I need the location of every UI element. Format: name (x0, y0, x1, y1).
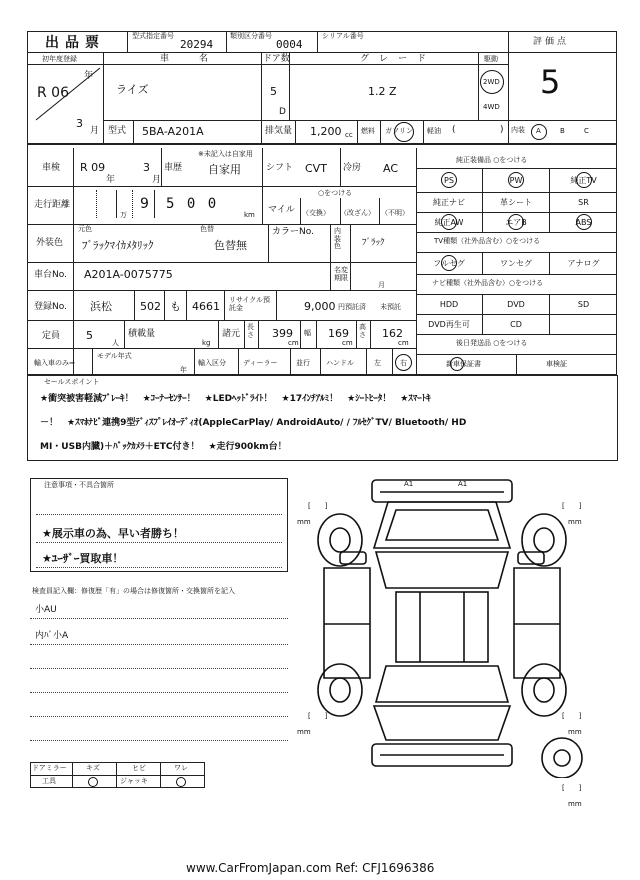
width-unit: cm (342, 339, 353, 347)
color-change-label: 色替 (200, 225, 214, 233)
shaken-year: R 09 (80, 161, 106, 174)
exterior-color: ﾌﾞﾗｯｸﾏｲｶﾒﾀﾘｯｸ (82, 239, 154, 252)
int-ext-label: 内装 (511, 126, 525, 134)
inspector-line-1: 小AU (35, 605, 57, 615)
ac: AC (383, 162, 399, 175)
width: 169 (328, 327, 349, 340)
navi-type-row-1 (416, 294, 617, 314)
fuel-paren-open: ( (452, 125, 456, 135)
equipment-option-row1-1[interactable] (483, 168, 550, 192)
navi-type-label: ナビ種類（社外品含む）○をつける (432, 279, 544, 287)
bracket-spare: [ ] (562, 784, 582, 792)
car-name: ライズ (116, 83, 149, 96)
right-label: 右 (400, 359, 407, 367)
parallel-label: 並行 (296, 359, 310, 367)
legend-tools-check[interactable] (88, 777, 98, 787)
selected-circle (441, 255, 457, 271)
equipment-option-navi1-2[interactable] (550, 294, 617, 314)
equipment-option-tv-1[interactable] (483, 252, 550, 274)
capacity-label: 定員 (42, 331, 61, 341)
drive-4wd: 4WD (483, 103, 500, 111)
reg-area: 浜松 (90, 300, 112, 313)
vin: A201A-0075775 (84, 268, 173, 281)
right-handle-circle[interactable] (395, 354, 412, 371)
vin-label: 車台No. (34, 270, 67, 280)
name-change-month: 月 (378, 281, 385, 289)
footer-reference: www.CarFromJapan.com Ref: CFJ1696386 (186, 861, 435, 875)
equipment-option-row2-2[interactable] (550, 192, 617, 212)
sales-point-line-2: －！ ★ｽﾏﾎﾅﾋﾞ連携9型ﾃﾞｨｽﾌﾟﾚｲｵｰﾃﾞｨｵ(AppleCarPlay/ AndroidAuto/ / ﾌﾙｾｸﾞTV/ Bluetooth/ HD (40, 418, 467, 428)
equipment-option-label: 純正ナビ (433, 197, 465, 207)
shaken-year-unit: 年 (106, 175, 116, 185)
type-no: 20294 (180, 38, 214, 51)
mileage-label: 走行距離 (34, 200, 71, 210)
unknown-label: （不明） (381, 209, 409, 217)
equipment-option-navi2-0[interactable] (416, 314, 483, 334)
equipment-option-label: PS (444, 175, 454, 185)
recycle-suffix: 円預託済 (338, 303, 366, 311)
handle-label: ハンドル (326, 359, 354, 367)
doors-sub: D (279, 107, 286, 117)
notes-label: 注意事項・不具合箇所 (44, 481, 114, 489)
recycle-amount: 9,000 (304, 300, 336, 313)
diagram-mark-2: A1 (458, 480, 468, 488)
dealer-label: ディーラー (243, 359, 278, 367)
equipment-option-label: DVD (507, 299, 525, 309)
selected-circle (576, 172, 592, 188)
mm-top-left: mm (297, 518, 311, 526)
legend-break: ワレ (174, 764, 188, 772)
fuel-paren-close: ) (500, 125, 504, 135)
shaken-label: 車検 (42, 163, 61, 173)
recycle-none: 未預託 (380, 303, 401, 311)
doc-shakensho: 車検証 (546, 360, 567, 368)
legend-crack: ヒビ (132, 764, 146, 772)
first-reg-year: R 06 (37, 85, 69, 101)
equipment-option-label: ABS (575, 217, 592, 227)
doors: 5 (270, 85, 277, 98)
equipment-option-label: 革シート (500, 197, 532, 207)
equipment-option-tv-2[interactable] (550, 252, 617, 274)
first-reg-month: 3 (76, 117, 83, 130)
equipment-option-label: SR (578, 197, 589, 207)
equipment-option-tv-0[interactable] (416, 252, 483, 274)
height: 162 (382, 327, 403, 340)
bracket-bottom-left: [ ] (308, 712, 328, 720)
height-unit: cm (398, 339, 409, 347)
model: 5BA-A201A (142, 125, 204, 138)
mm-bottom-right: mm (568, 728, 582, 736)
reg-class: 502 (140, 300, 161, 313)
selected-circle (576, 214, 592, 230)
notes-line-2: ★ﾕｰｻﾞｰ買取車！ (42, 552, 124, 565)
doc-new-car-warranty: 新車保証書 (446, 360, 481, 368)
equipment-option-label: CD (510, 319, 522, 329)
legend-jack: ジャッキ (120, 777, 148, 785)
equipment-option-label: エアB (505, 217, 527, 227)
rank-b: B (560, 127, 565, 135)
reg-no-label: 登録No. (34, 302, 67, 312)
load-label: 積載量 (128, 329, 156, 339)
bracket-top-right: [ ] (562, 502, 582, 510)
reg-number: 4661 (192, 300, 220, 313)
legend-jack-check[interactable] (176, 777, 186, 787)
width-label: 幅 (304, 329, 311, 337)
inspector-label: 検査員記入欄：修復歴「有」の場合は修復箇所・交換箇所を記入 (32, 587, 235, 595)
sales-point-line-3: MI・USB内臓)＋ﾊﾞｯｸｶﾒﾗ＋ETC付き！ ★走行900km台！ (40, 442, 287, 452)
std-equipment-row-3 (416, 212, 617, 232)
grade-score-label: 評価点 (533, 37, 570, 47)
sheet-title: 出品票 (45, 35, 105, 51)
length-unit: cm (288, 339, 299, 347)
equipment-option-label: 純正TV (570, 175, 597, 185)
drive-label: 駆動 (484, 55, 498, 63)
std-equipment-row-2 (416, 192, 617, 212)
tamper-label: （改ざん） (340, 209, 375, 217)
length: 399 (272, 327, 293, 340)
shaken-month: 3 (143, 161, 150, 174)
equipment-option-label: SD (577, 299, 590, 309)
grade-name: 1.2 Z (368, 85, 397, 98)
equipment-option-label: 純正AW (434, 217, 464, 227)
bracket-bottom-right: [ ] (562, 712, 582, 720)
km-unit: km (244, 211, 255, 219)
exterior-label: 外装色 (36, 238, 64, 248)
year-unit: 年 (84, 71, 94, 81)
equipment-option-label: フルセグ (433, 258, 465, 268)
fuel-gas-circle[interactable] (394, 122, 414, 142)
reg-kana: も (170, 300, 181, 313)
equipment-option-row3-1[interactable] (483, 212, 550, 232)
fuel-label: 燃料 (361, 127, 375, 135)
equipment-option-label: ワンセグ (500, 258, 532, 268)
equipment-option-row1-0[interactable] (416, 168, 483, 192)
equipment-option-label: アナログ (567, 258, 600, 268)
notes-line-1: ★展示車の為、早い者勝ち！ (42, 527, 184, 540)
grade-col-label: グレード (360, 54, 437, 64)
shift: CVT (305, 162, 327, 175)
ac-label: 冷房 (343, 163, 362, 173)
grade-score: 5 (540, 63, 561, 101)
color-change: 色替無 (214, 239, 247, 252)
circle-hint-mile: ○をつける (318, 189, 353, 197)
import-type-label: 輸入区分 (198, 359, 226, 367)
bracket-top-left: [ ] (308, 502, 328, 510)
history: 自家用 (208, 163, 241, 176)
left-label: 左 (374, 359, 381, 367)
std-equipment-label: 純正装備品 ○をつける (456, 156, 528, 164)
class-no-label: 類別区分番号 (230, 32, 272, 40)
rank-c: C (584, 127, 589, 135)
equipment-option-label: PW (509, 175, 523, 185)
equipment-option-navi2-2[interactable] (550, 314, 617, 334)
displacement: 1,200 (310, 125, 342, 138)
import-label: 輸入車のみ⇒ (34, 359, 75, 367)
inspector-line-2: 内ﾊﾞ小A (35, 631, 69, 641)
color-no-label: カラーNo. (272, 227, 314, 237)
model-year-unit: 年 (180, 366, 187, 374)
sales-point-line-1: ★衝突被害軽減ﾌﾞﾚｰｷ！ ★ｺｰﾅｰｾﾝｻｰ！ ★LEDﾍｯﾄﾞﾗｲﾄ！ ★17ｲﾝﾁｱﾙﾐ！ ★ｼｰﾄﾋｰﾀ！ ★ｽﾏｰﾄｷ (40, 394, 431, 404)
equipment-option-navi1-1[interactable] (483, 294, 550, 314)
model-label: 型式 (108, 126, 127, 136)
mileage-rest: 5 0 0 (166, 196, 219, 212)
man-unit: 万 (120, 211, 127, 219)
height-label: 高さ (359, 323, 366, 339)
rank-a: A (536, 127, 541, 135)
shift-label: シフト (266, 163, 294, 173)
month-unit: 月 (90, 126, 100, 136)
doc-warranty-circle[interactable] (450, 357, 464, 371)
equipment-option-label: DVD再生可 (428, 319, 470, 329)
drive-2wd: 2WD (483, 78, 500, 86)
history-label: 車歴 (164, 163, 183, 173)
equipment-option-row3-0[interactable] (416, 212, 483, 232)
tv-type-label: TV種類（社外品含む）○をつける (434, 237, 541, 245)
cc-unit: cc (345, 131, 353, 139)
selected-circle (441, 214, 457, 230)
equipment-option-navi2-1[interactable] (483, 314, 550, 334)
history-note: ※未記入は自家用 (198, 150, 253, 158)
selected-circle (508, 172, 524, 188)
mm-spare: mm (568, 800, 582, 808)
car-name-label: 車名 (160, 54, 239, 64)
person-unit: 人 (112, 339, 119, 347)
displacement-label: 排気量 (265, 126, 293, 136)
kg-unit: kg (202, 339, 211, 347)
first-reg-label: 初年度登録 (42, 55, 77, 63)
length-label: 長さ (247, 323, 254, 339)
class-no: 0004 (276, 38, 303, 51)
equipment-option-navi1-0[interactable] (416, 294, 483, 314)
interior-color: ﾌﾞﾗｯｸ (362, 238, 385, 248)
selected-circle (508, 214, 524, 230)
legend-scratch: キズ (86, 764, 100, 772)
mileage-man: 9 (140, 196, 149, 212)
mm-top-right: mm (568, 518, 582, 526)
doors-label: ドア数 (263, 54, 290, 64)
std-equipment-row-1 (416, 168, 617, 192)
equipment-option-label: HDD (439, 299, 459, 309)
car-damage-diagram (300, 478, 600, 778)
fuel-diesel: 軽油 (427, 127, 441, 135)
recycle-label: リサイクル預託金 (229, 296, 271, 313)
serial-label: シリアル番号 (322, 32, 364, 40)
orig-color-label: 元色 (78, 225, 92, 233)
exchange-label: （交換） (302, 209, 330, 217)
legend-tools: 工具 (42, 777, 56, 785)
diagram-mark-1: A1 (404, 480, 414, 488)
first-reg-slash (30, 66, 106, 122)
dims-label: 諸元 (222, 329, 241, 339)
mm-bottom-left: mm (297, 728, 311, 736)
legend-door-mirror: ドアミラー (32, 764, 67, 772)
docs-label: 後日発送品 ○をつける (456, 339, 528, 347)
sales-point-label: セールスポイント (44, 378, 100, 386)
model-year-label: モデル年式 (97, 352, 132, 360)
capacity: 5 (86, 329, 93, 342)
selected-circle (441, 172, 457, 188)
navi-type-row-2 (416, 314, 617, 334)
interior-color-label: 内装色 (334, 227, 341, 251)
type-no-label: 型式指定番号 (132, 32, 174, 40)
fuel-gas: ガソリン (385, 127, 413, 135)
shaken-month-unit: 月 (152, 175, 162, 185)
name-change-label: 名変期限 (334, 266, 348, 283)
equipment-option-row2-1[interactable] (483, 192, 550, 212)
equipment-option-row2-0[interactable] (416, 192, 483, 212)
mile-label: マイル (268, 205, 295, 215)
tv-type-row (416, 252, 617, 274)
equipment-option-row3-2[interactable] (550, 212, 617, 232)
equipment-option-row1-2[interactable] (550, 168, 617, 192)
